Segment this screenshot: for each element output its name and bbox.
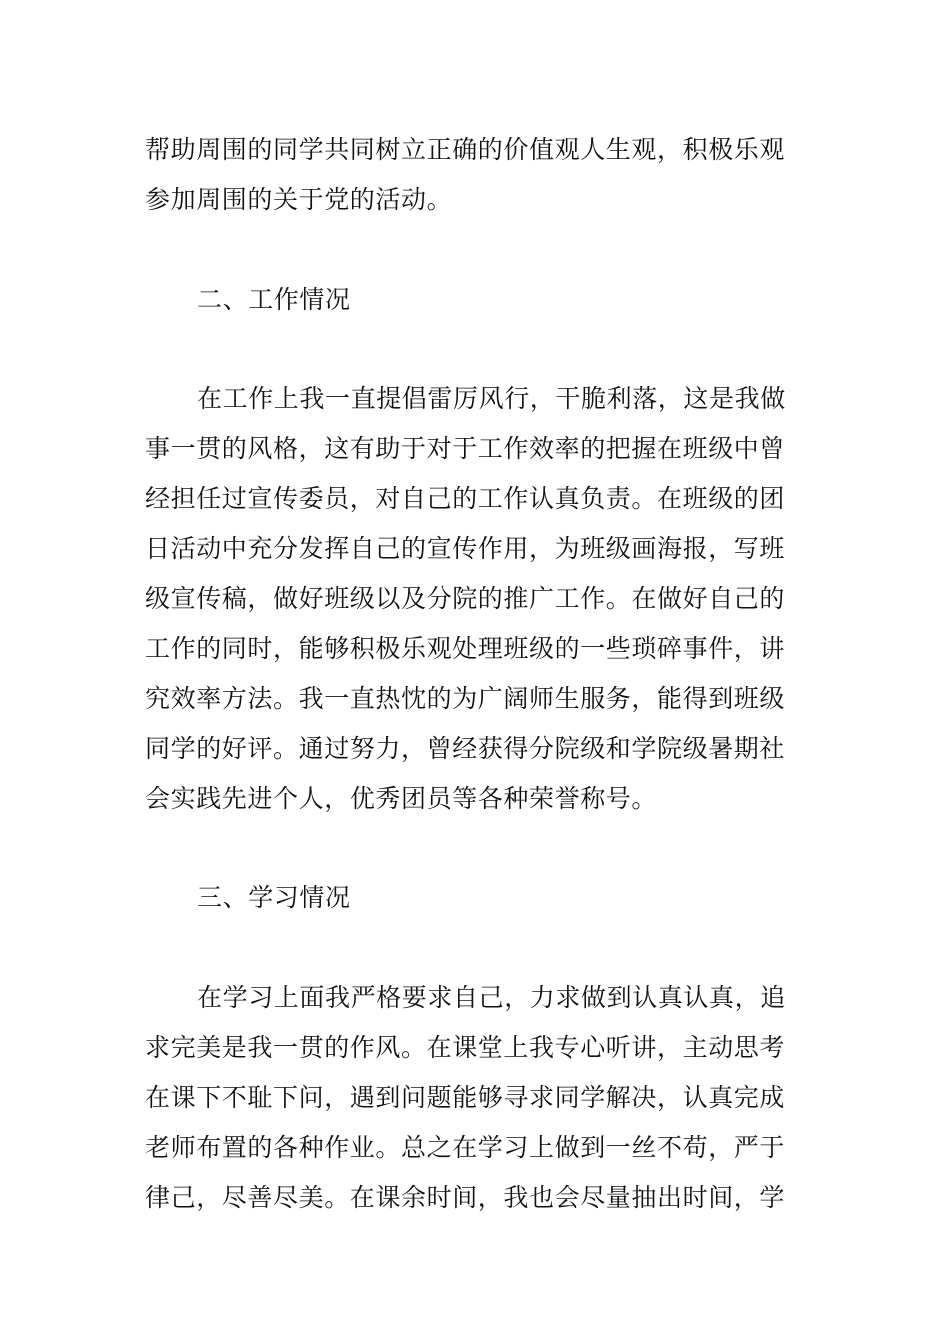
paragraph-line: 究效率方法。我一直热忱的为广阔师生服务，能得到班级	[145, 684, 786, 713]
paragraph-line: 同学的好评。通过努力，曾经获得分院级和学院级暑期社	[145, 734, 786, 763]
paragraph-line: 工作的同时，能够积极乐观处理班级的一些琐碎事件，讲	[145, 634, 786, 663]
section-heading-study: 三、学习情况	[197, 883, 351, 912]
paragraph-line: 日活动中充分发挥自己的宣传作用，为班级画海报，写班	[145, 534, 786, 563]
section-heading-work: 二、工作情况	[197, 285, 351, 314]
paragraph-line: 求完美是我一贯的作风。在课堂上我专心听讲，主动思考	[145, 1033, 786, 1062]
paragraph-line: 会实践先进个人，优秀团员等各种荣誉称号。	[145, 784, 658, 813]
paragraph-line: 帮助周围的同学共同树立正确的价值观人生观，积极乐观	[145, 135, 786, 164]
paragraph-line: 律己，尽善尽美。在课余时间，我也会尽量抽出时间，学	[145, 1183, 786, 1212]
paragraph-line: 事一贯的风格，这有助于对于工作效率的把握在班级中曾	[145, 434, 786, 463]
paragraph-line: 在工作上我一直提倡雷厉风行，干脆利落，这是我做	[197, 384, 786, 413]
paragraph-line: 参加周围的关于党的活动。	[145, 185, 453, 214]
paragraph-line: 在课下不耻下问，遇到问题能够寻求同学解决，认真完成	[145, 1083, 786, 1112]
paragraph-line: 级宣传稿，做好班级以及分院的推广工作。在做好自己的	[145, 584, 786, 613]
paragraph-line: 老师布置的各种作业。总之在学习上做到一丝不苟，严于	[145, 1133, 786, 1162]
paragraph-line: 经担任过宣传委员，对自己的工作认真负责。在班级的团	[145, 484, 786, 513]
paragraph-line: 在学习上面我严格要求自己，力求做到认真认真，追	[197, 983, 786, 1012]
